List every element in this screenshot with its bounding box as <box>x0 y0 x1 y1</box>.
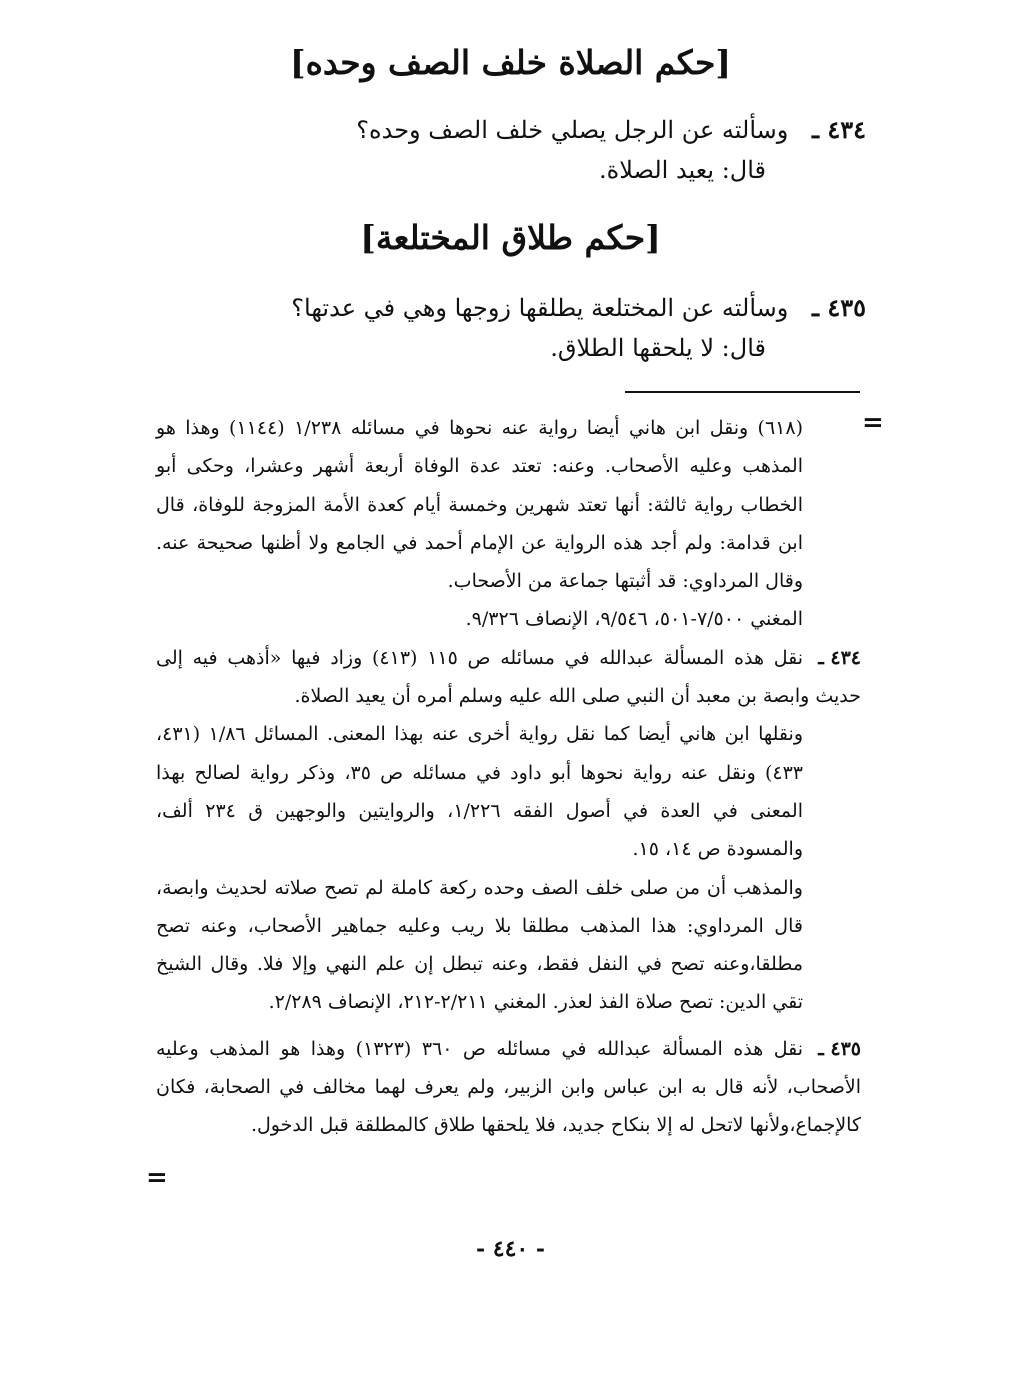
question-block-435 <box>166 288 866 368</box>
footnotes <box>156 409 861 1145</box>
continuation-mark-top: = <box>862 408 884 438</box>
footnote-number: ٤٣٤ ـ <box>818 646 862 669</box>
answer-text: قال: لا يلحقها الطلاق. <box>550 334 766 362</box>
footnote-text: والمذهب أن من صلى خلف الصف وحده ركعة كاملة لم تصح صلاته لحديث وابصة، قال المرداوي: هذا المذهب مطلقا بلا ريب وعليه جماهير الأصحاب، وعنه تصح مطلقا،وعنه تصح في النفل فقط، وعنه تبطل إن علم النهي وإلا فلا. وقال الشيخ تقي الدين: تصح صلاة الفذ لعذر. المغني ٢/٢١١-٢١٢، الإنصاف ٢/٢٨٩. <box>156 876 803 1014</box>
question-text: وسألته عن الرجل يصلي خلف الصف وحده؟ <box>356 116 789 144</box>
footnote-434-cont-2 <box>156 869 861 1022</box>
question-line <box>166 110 866 150</box>
footnote-618 <box>156 409 861 600</box>
footnote-text: (٦١٨) ونقل ابن هاني أيضا رواية عنه نحوها في مسائله ١/٢٣٨ (١١٤٤) وهذا هو المذهب وعليه الأصحاب. وعنه: تعتد عدة الوفاة أربعة أشهر وعشرا، وحكى أبو الخطاب رواية ثالثة: أنها تعتد شهرين وخمسة أيام كعدة الأمة المزوجة للوفاة، قال ابن قدامة: ولم أجد هذه الرواية عن الإمام أحمد في الجامع ولا أظنها صحيحة عنه. وقال المرداوي: قد أثبتها جماعة من الأصحاب. <box>156 417 803 593</box>
answer-text: قال: يعيد الصلاة. <box>599 156 766 184</box>
footnote-text: نقل هذه المسألة عبدالله في مسائله ص ١١٥ (٤١٣) وزاد فيها «أذهب فيه إلى حديث وابصة بن معبد أن النبي صلى الله عليه وسلم أمره أن يعيد الصلاة. <box>156 646 861 708</box>
section-heading-prayer-behind-row: [حكم الصلاة خلف الصف وحده] <box>289 43 732 82</box>
question-number: ٤٣٥ ـ <box>811 293 866 322</box>
footnote-text: ونقلها ابن هاني أيضا كما نقل رواية أخرى عنه بهذا المعنى. المسائل ١/٨٦ (٤٣١، ٤٣٣) ونقل عنه رواية نحوها أبو داود في مسائله ص ٣٥، وذكر رواية لصالح بهذا المعنى في العدة في أصول الفقه ١/٢٢٦، والروايتين والوجهين ق ٢٣٤ ألف، والمسودة ص ١٤، ١٥. <box>156 723 804 861</box>
footnote-435 <box>156 1030 861 1145</box>
footnote-434-cont-1 <box>156 715 861 868</box>
footnote-text: نقل هذه المسألة عبدالله في مسائله ص ٣٦٠ (١٣٢٣) وهذا هو المذهب وعليه الأصحاب، لأنه قال به ابن عباس وابن الزبير، ولم يعرف لهما مخالف في الصحابة، فكان كالإجماع،ولأنها لاتحل له إلا بنكاح جديد، فلا يلحقها طلاق كالمطلقة قبل الدخول. <box>156 1037 861 1137</box>
question-text: وسألته عن المختلعة يطلقها زوجها وهي في عدتها؟ <box>291 294 789 322</box>
question-number: ٤٣٤ ـ <box>811 115 866 144</box>
footnote-separator <box>625 391 860 393</box>
question-line <box>166 288 866 328</box>
footnote-number: ٤٣٥ ـ <box>818 1037 862 1060</box>
section-heading-khul-divorce: [حكم طلاق المختلعة] <box>360 218 661 257</box>
continuation-mark-bottom: = <box>146 1163 168 1193</box>
footnote-text: المغني ٧/٥٠٠-٥٠١، ٩/٥٤٦، الإنصاف ٩/٣٢٦. <box>465 608 803 631</box>
footnote-434 <box>156 639 861 716</box>
question-block-434 <box>166 110 866 190</box>
footnote-references <box>156 600 861 638</box>
page-number: - ٤٤٠ - <box>475 1236 546 1262</box>
